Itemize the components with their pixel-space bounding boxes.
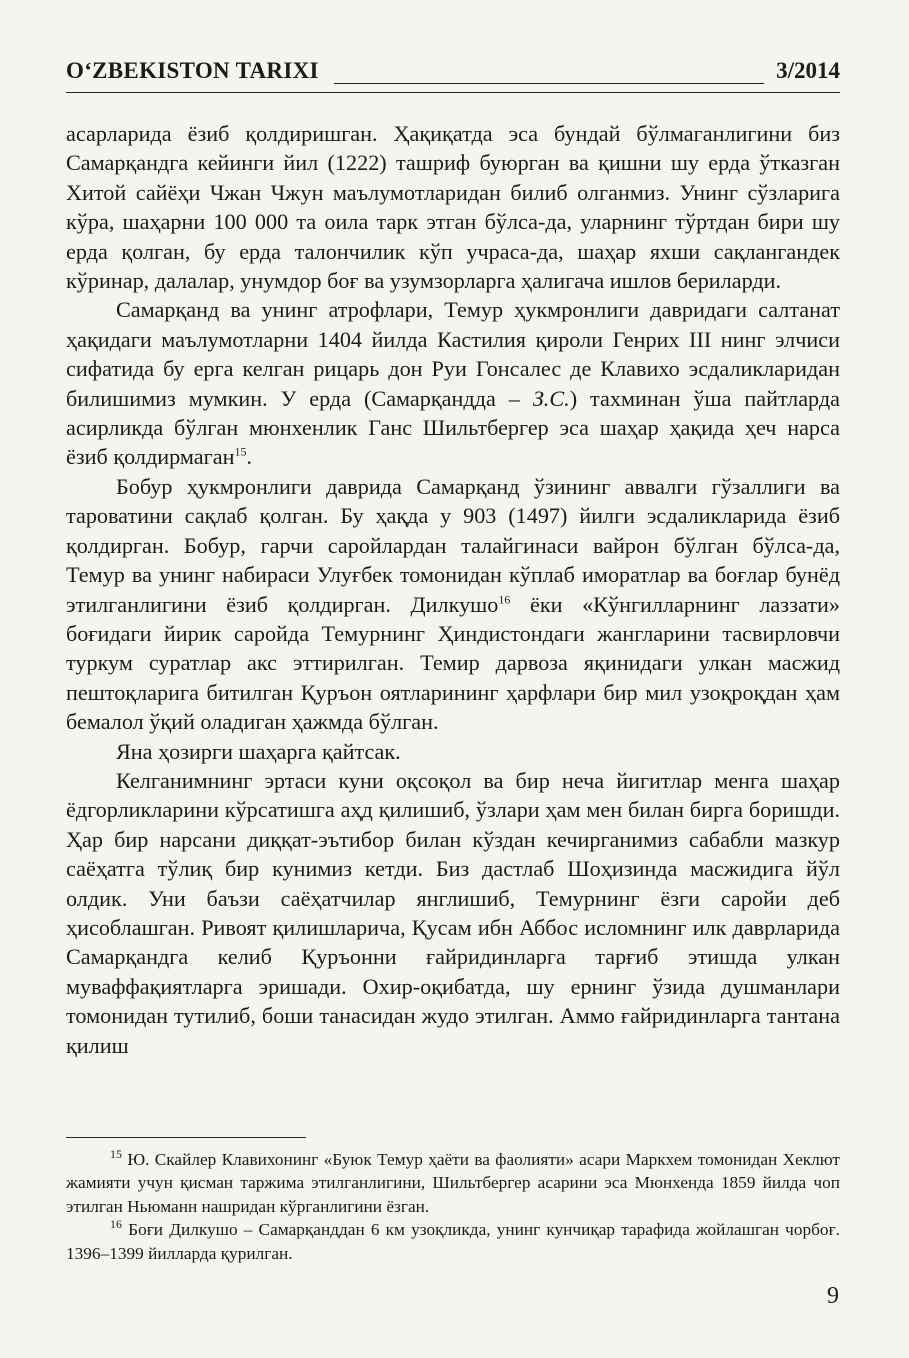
paragraph-text: . [246,444,253,470]
footnote-reference[interactable]: 15 [234,445,247,460]
paragraph-text: Яна ҳозирги шаҳарга қайтсак. [116,738,401,764]
page-number: 9 [827,1283,839,1309]
running-header [66,58,840,94]
body-paragraph [66,472,840,737]
paragraph-text: ) тахминан ўша пайтларда асирликда бўлган мюнхенлик Ганс Шильтбергер эса шаҳар ҳақида ҳеч нарса ёзиб қолдирмаган [66,385,840,470]
footnotes [66,1148,840,1265]
paragraph-text: Келганимнинг эртаси куни оқсоқол ва бир неча йигитлар менга шаҳар ёдгорликларини кўрсатишга аҳд қилишиб, ўзлари ҳам мен билан бирга боришди. Ҳар бир нарсани диққат-эътибор билан кўздан кечирганимиз сабабли мазкур саёҳатга тўлиқ бир кунимиз кетди. Биз дастлаб Шоҳизинда масжидига йўл олдик. Уни баъзи саёҳатчилар янглишиб, Темурнинг ёзги саройи деб ҳисоблашган. Ривоят қилишларича, Қусам ибн Аббос исломнинг илк даврларида Самарқандга келиб Қуръонни ғайридинларга тарғиб этишда улкан муваффақиятларга эришади. Охир-оқибатда, шу ернинг ўзида душманлари томонидан тутилиб, боши танасидан жудо этилган. Аммо ғайридинларга тантана қилиш [66,767,840,1058]
journal-title: O‘ZBEKISTON TARIXI [66,58,319,83]
paragraph-text: ёки «Кўнгилларнинг лаззати» боғидаги йирик саройда Темурнинг Ҳиндистондаги жангларини тасвирловчи туркум суратлар акс эттирилган. Темир дарвоза яқинидаги улкан масжид пештоқларига битилган Қуръон оятларининг ҳарфлари бир мил узоқроқдан ҳам бемалол ўқий оладиган ҳажмда бўлган. [66,591,840,735]
footnote [66,1218,840,1265]
footnote [66,1148,840,1218]
author-initials: З.С. [532,385,570,411]
main-text [66,119,840,1060]
issue-number: 3/2014 [776,58,840,83]
footnote-separator [66,1137,306,1138]
body-paragraph [66,766,840,1060]
footnote-number: 16 [110,1217,122,1232]
body-paragraph [66,295,840,471]
footnote-reference[interactable]: 16 [498,592,511,607]
paragraph-text: Самарқанд ва унинг атрофлари, Темур ҳукмронлиги давридаги салтанат ҳақидаги маълумотларни 1404 йилда Кастилия қироли Генрих III нинг элчиси сифатида бу ерга келган рицарь дон Руи Гонсалес де Клавихо эсдаликларидан билишимиз мумкин. У ерда (Самарқандда – [66,297,840,411]
footnote-text: Боғи Дилкушо – Самарқанддан 6 км узоқликда, унинг кунчиқар тарафида жойлашган чорбоғ. 1396–1399 йилларда қурилган. [66,1220,840,1263]
footnote-number: 15 [110,1147,122,1162]
body-paragraph [66,737,840,766]
paragraph-text: асарларида ёзиб қолдиришган. Ҳақиқатда эса бундай бўлмаганлигини биз Самарқандга кейинги йил (1222) ташриф буюрган ва қишни шу ерда ўтказган Хитой сайёҳи Чжан Чжун маълумотларидан билиб олганмиз. Унинг сўзларига кўра, шаҳарни 100 000 та оила тарк этган бўлса-да, уларнинг тўртдан бири шу ерда қолган, бу ерда талончилик кўп учраса-да, шаҳар яхши сақлангандек кўринар, далалар, унумдор боғ ва узумзорларга ҳалигача ишлов бериларди. [66,121,840,294]
header-fill-line [334,83,764,84]
header-rule [66,92,840,93]
body-paragraph [66,119,840,295]
paragraph-text: Бобур ҳукмронлиги даврида Самарқанд ўзининг аввалги гўзаллиги ва тароватини сақлаб қолган. Бу ҳақда у 903 (1497) йилги эсдаликларида ёзиб қолдирган. Бобур, гарчи саройлардан талайгинаси вайрон бўлган бўлса-да, Темур ва унинг набираси Улуғбек томонидан кўплаб иморатлар ва боғлар бунёд этилганлигини ёзиб қолдирган. Дилкушо [66,473,840,617]
footnote-text: Ю. Скайлер Клавихонинг «Буюк Темур ҳаёти ва фаолияти» асари Маркхем томонидан Хеклют жамияти учун қисман таржима этилганлигини, Шильтбергер асарини эса Мюнхенда 1859 йилда чоп этилган Ньюманн нашридан кўрганлигини ёзган. [66,1150,840,1216]
